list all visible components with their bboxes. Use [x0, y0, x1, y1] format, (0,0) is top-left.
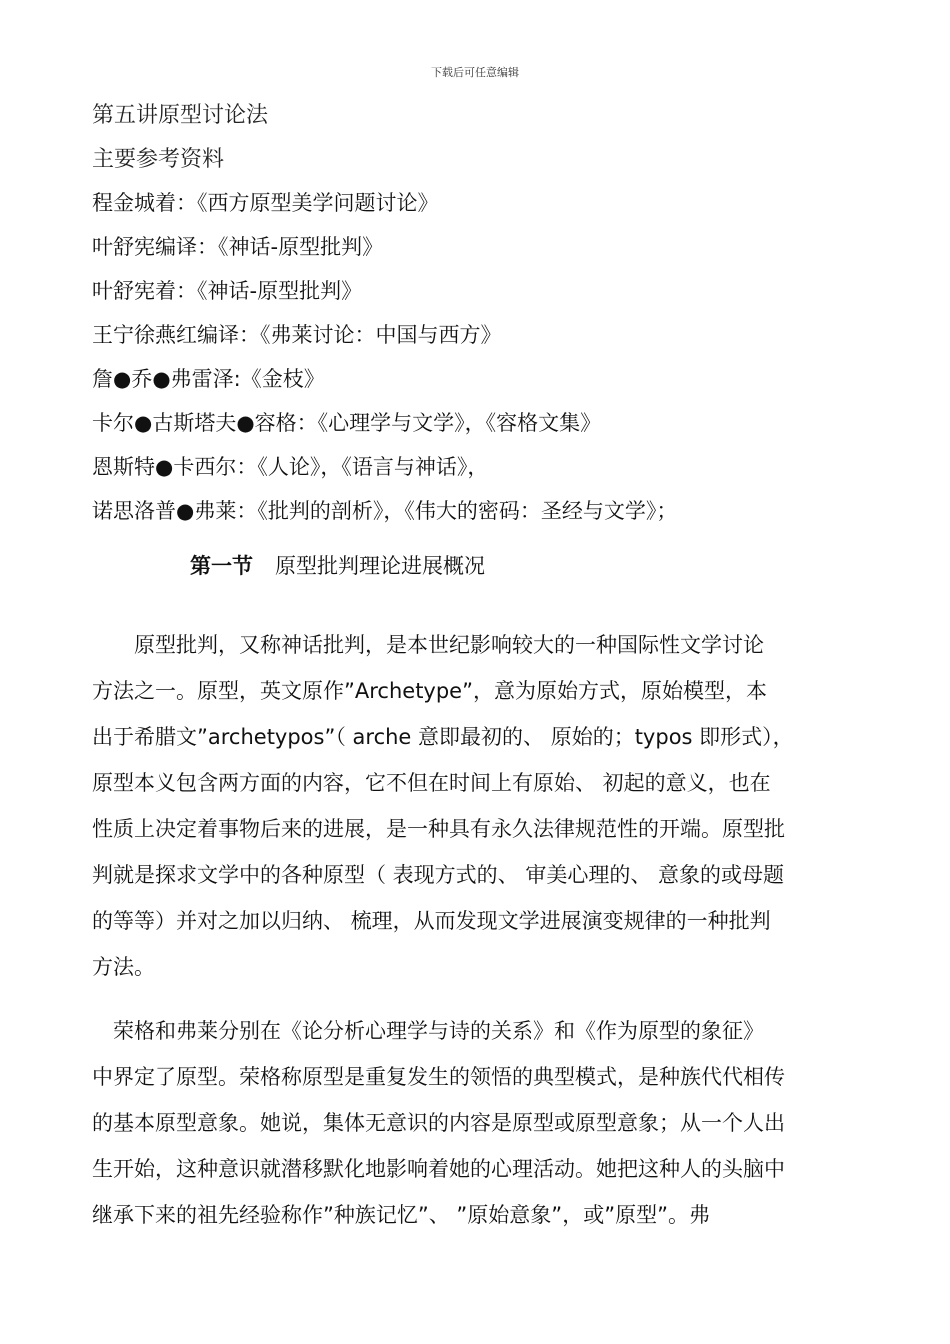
- section-heading: [190, 550, 485, 580]
- reference-item: 程金城着：《西方原型美学问题讨论》: [92, 191, 439, 215]
- reference-item: 恩斯特●卡西尔：《人论》，《语言与神话》，: [92, 455, 489, 479]
- reference-item: 卡尔●古斯塔夫●容格：《心理学与文学》，《容格文集》: [92, 411, 602, 435]
- references-heading: 主要参考资料: [92, 147, 225, 172]
- header-note: 下载后可任意编辑: [431, 66, 519, 79]
- paragraph-line: 荣格和弗莱分别在《论分析心理学与诗的关系》和《作为原型的象征》: [92, 1019, 764, 1043]
- paragraph-line: 判就是探求文学中的各种原型（ 表现方式的、 审美心理的、 意象的或母题: [92, 863, 785, 887]
- section-number: 第一节: [190, 554, 253, 578]
- reference-item: 詹●乔●弗雷泽:《金枝》: [92, 367, 325, 391]
- paragraph-line: 出于希腊文”archetypos”（ arche 意即最初的、 原始的；typos 即形式），: [92, 725, 794, 749]
- paragraph-line: 性质上决定着事物后来的进展，是一种具有永久法律规范性的开端。原型批: [92, 817, 785, 841]
- paragraph-line: 中界定了原型。荣格称原型是重复发生的领悟的典型模式，是种族代代相传: [92, 1065, 785, 1089]
- reference-item: 叶舒宪编译：《神话-原型批判》: [92, 235, 384, 259]
- paragraph-line: 方法。: [92, 955, 155, 979]
- paragraph-jung-frye: [92, 1008, 867, 1238]
- paragraph-line: 的基本原型意象。她说，集体无意识的内容是原型或原型意象；从一个人出: [92, 1111, 785, 1135]
- paragraph-line: 方法之一。原型，英文原作”Archetype”，意为原始方式，原始模型，本: [92, 679, 767, 703]
- paragraph-line: 原型批判，又称神话批判，是本世纪影响较大的一种国际性文学讨论: [92, 633, 764, 657]
- lecture-title: 第五讲原型讨论法: [92, 103, 269, 128]
- reference-item: 叶舒宪着：《神话-原型批判》: [92, 279, 363, 303]
- paragraph-line: 原型本义包含两方面的内容，它不但在时间上有原始、 初起的意义，也在: [92, 771, 771, 795]
- paragraph-line: 继承下来的祖先经验称作”种族记忆”、 ”原始意象”，或”原型”。弗: [92, 1203, 710, 1227]
- paragraph-archetype-definition: [92, 622, 867, 990]
- paragraph-line: 生开始，这种意识就潜移默化地影响着她的心理活动。她把这种人的头脑中: [92, 1157, 785, 1181]
- paragraph-line: 的等等）并对之加以归纳、 梳理，从而发现文学进展演变规律的一种批判: [92, 909, 771, 933]
- section-title: 原型批判理论进展概况: [275, 554, 485, 578]
- reference-item: 诺思洛普●弗莱：《批判的剖析》，《伟大的密码：圣经与文学》；: [92, 499, 678, 523]
- reference-item: 王宁徐燕红编译：《弗莱讨论：中国与西方》: [92, 323, 502, 347]
